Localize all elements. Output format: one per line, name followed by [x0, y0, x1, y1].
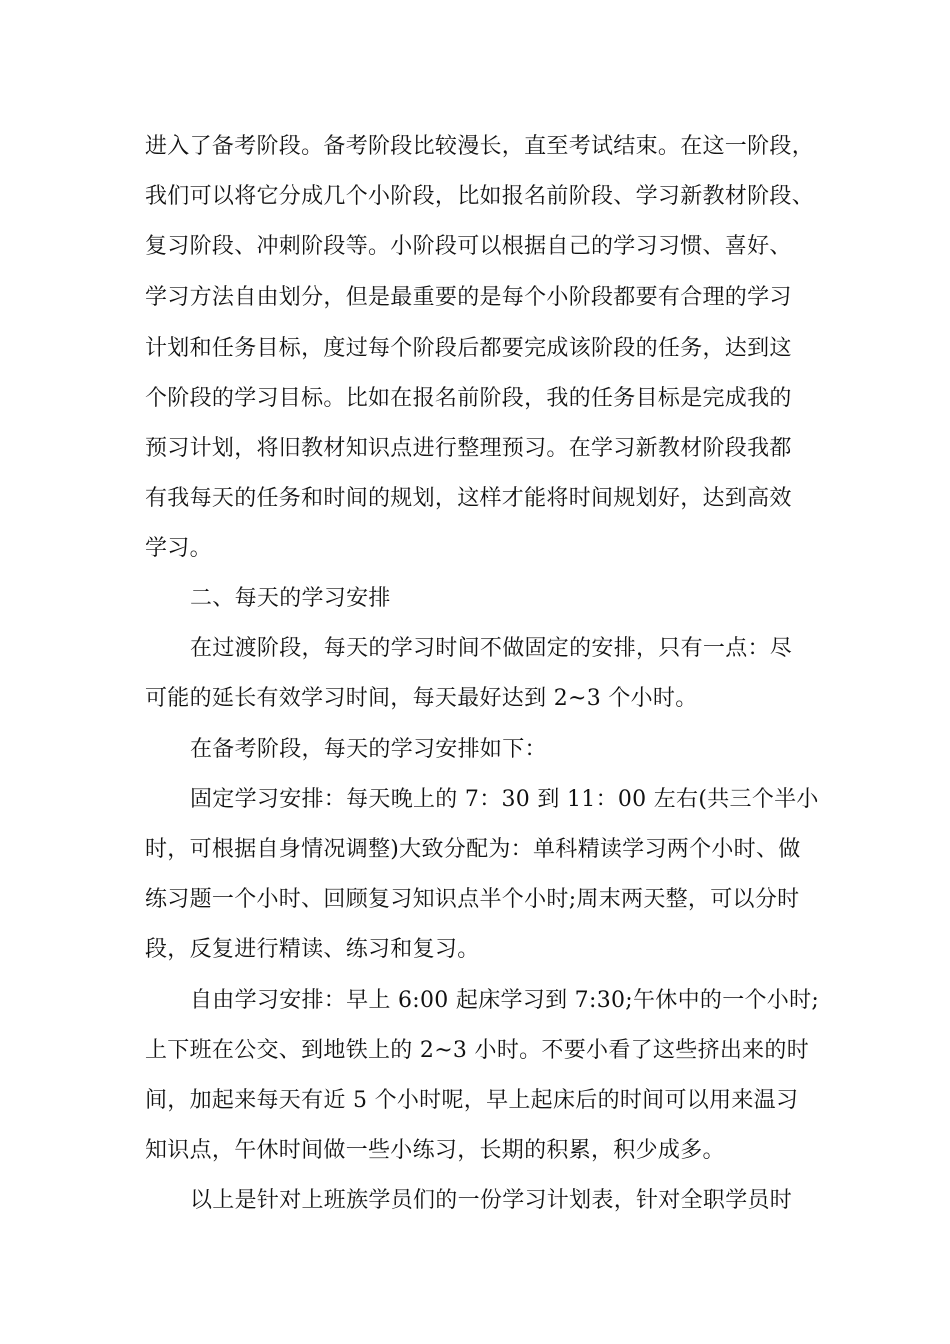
paragraph-line-2: 我们可以将它分成几个小阶段，比如报名前阶段、学习新教材阶段、: [145, 184, 815, 209]
paragraph-line-18: 上下班在公交、到地铁上的 2~3 小时。不要小看了这些挤出来的时: [145, 1038, 810, 1063]
paragraph-line-4: 学习方法自由划分，但是最重要的是每个小阶段都要有合理的学习: [145, 285, 792, 310]
paragraph-line-20: 知识点，午休时间做一些小练习，长期的积累，积少成多。: [145, 1138, 725, 1163]
paragraph-line-19: 间，加起来每天有近 5 个小时呢，早上起床后的时间可以用来温习: [145, 1088, 799, 1113]
paragraph-line-6: 个阶段的学习目标。比如在报名前阶段，我的任务目标是完成我的: [145, 386, 792, 411]
paragraph-line-1: 进入了备考阶段。备考阶段比较漫长，直至考试结束。在这一阶段，: [145, 134, 815, 159]
paragraph-line-16: 段，反复进行精读、练习和复习。: [145, 937, 480, 962]
paragraph-line-10: 在过渡阶段，每天的学习时间不做固定的安排，只有一点：尽: [190, 636, 793, 661]
paragraph-line-5: 计划和任务目标，度过每个阶段后都要完成该阶段的任务，达到这: [145, 336, 792, 361]
paragraph-line-12: 在备考阶段，每天的学习安排如下：: [190, 737, 547, 762]
section-heading: 二、每天的学习安排: [190, 586, 391, 611]
paragraph-line-3: 复习阶段、冲刺阶段等。小阶段可以根据自己的学习习惯、喜好、: [145, 234, 792, 259]
paragraph-line-11: 可能的延长有效学习时间，每天最好达到 2~3 个小时。: [145, 686, 698, 711]
paragraph-line-8: 有我每天的任务和时间的规划，这样才能将时间规划好，达到高效: [145, 486, 792, 511]
paragraph-line-14: 时，可根据自身情况调整)大致分配为：单科精读学习两个小时、做: [145, 837, 801, 862]
paragraph-line-15: 练习题一个小时、回顾复习知识点半个小时;周末两天整，可以分时: [145, 887, 800, 912]
paragraph-line-7: 预习计划，将旧教材知识点进行整理预习。在学习新教材阶段我都: [145, 436, 792, 461]
paragraph-line-21: 以上是针对上班族学员们的一份学习计划表，针对全职学员时: [190, 1188, 793, 1213]
paragraph-line-9: 学习。: [145, 536, 212, 561]
paragraph-line-17: 自由学习安排：早上 6:00 起床学习到 7:30;午休中的一个小时;: [190, 988, 820, 1013]
paragraph-line-13: 固定学习安排：每天晚上的 7：30 到 11：00 左右(共三个半小: [190, 787, 819, 812]
